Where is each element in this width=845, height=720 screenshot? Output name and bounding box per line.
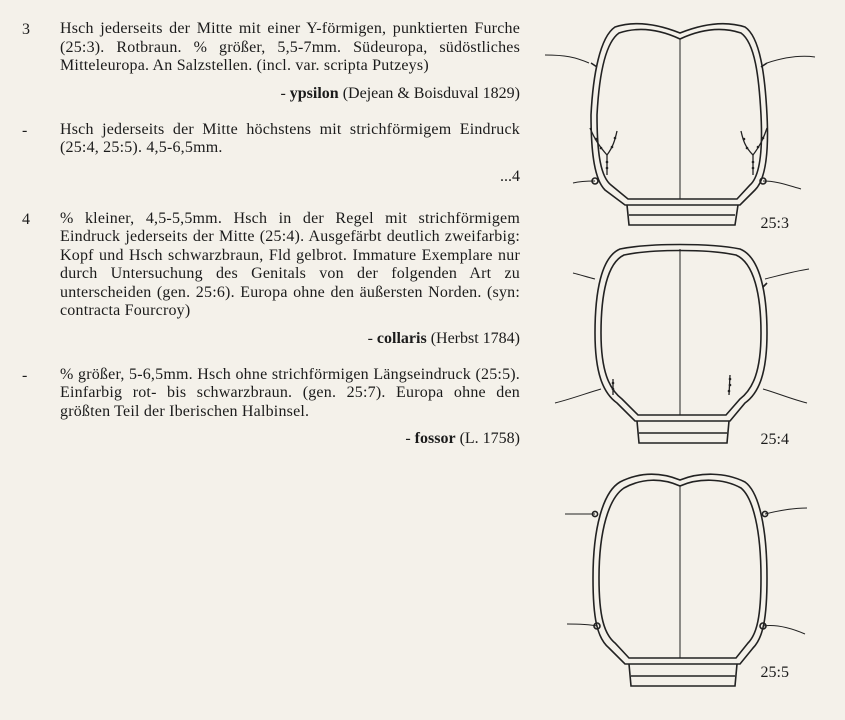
pronotum-drawing (545, 15, 845, 240)
figure-25-4 (545, 243, 845, 458)
couplet-text: Hsch jederseits der Mitte höchstens mit strichförmigem Eindruck (25:4, 25:5). 4,5-6,5mm. (60, 120, 520, 156)
couplet-marker: - (22, 366, 28, 384)
taxon-name: ypsilon (289, 84, 339, 102)
taxon-author: (L. 1758) (459, 430, 520, 447)
taxon-name: collaris (376, 329, 427, 347)
species-result: - ypsilon (Dejean & Boisduval 1829) (280, 84, 520, 102)
figure-label: 25:4 (760, 431, 789, 448)
goto-couplet: ...4 (500, 167, 520, 185)
species-result: - collaris (Herbst 1784) (367, 329, 520, 347)
couplet-4a (22, 210, 520, 348)
figure-25-3 (545, 15, 845, 240)
couplet-marker: - (22, 121, 28, 139)
couplet-number: 3 (22, 21, 30, 38)
identification-key (22, 20, 520, 470)
figure-25-5 (545, 468, 845, 713)
taxon-name: fossor (414, 430, 456, 447)
pronotum-drawing (545, 468, 845, 713)
figure-label: 25:5 (760, 664, 789, 681)
species-result: - fossor (L. 1758) (405, 430, 520, 447)
couplet-3b (22, 121, 520, 186)
taxon-author: (Herbst 1784) (430, 329, 520, 347)
couplet-number: 4 (22, 210, 30, 228)
pronotum-drawing (545, 243, 845, 458)
couplet-3a (22, 20, 520, 103)
figure-label: 25:3 (760, 215, 789, 232)
couplet-text: % kleiner, 4,5-5,5mm. Hsch in der Regel mit strichförmigem Eindruck jederseits der Mitte (25:4). Ausgefärbt deutlich zweifarbig: Kopf und Hsch schwarzbraun, Fld gelbrot. Immature Exemplare nur durch Untersuchung des Genitals von der folgenden Art zu unterscheiden (gen. 25:6). Europa ohne den äußersten Norden. (syn: contracta Fourcroy) (60, 209, 520, 319)
couplet-4b (22, 366, 520, 449)
couplet-text: % größer, 5-6,5mm. Hsch ohne strichförmigen Längseindruck (25:5). Einfarbig rot- bis schwarzbraun. (gen. 25:7). Europa ohne den größten Teil der Iberischen Halbinsel. (60, 365, 520, 420)
couplet-text: Hsch jederseits der Mitte mit einer Y-förmigen, punktierten Furche (25:3). Rotbraun. % größer, 5,5-7mm. Südeuropa, südöstliches Mitteleuropa. An Salzstellen. (incl. var. scripta Putzeys) (60, 20, 520, 74)
taxon-author: (Dejean & Boisduval 1829) (342, 84, 520, 102)
